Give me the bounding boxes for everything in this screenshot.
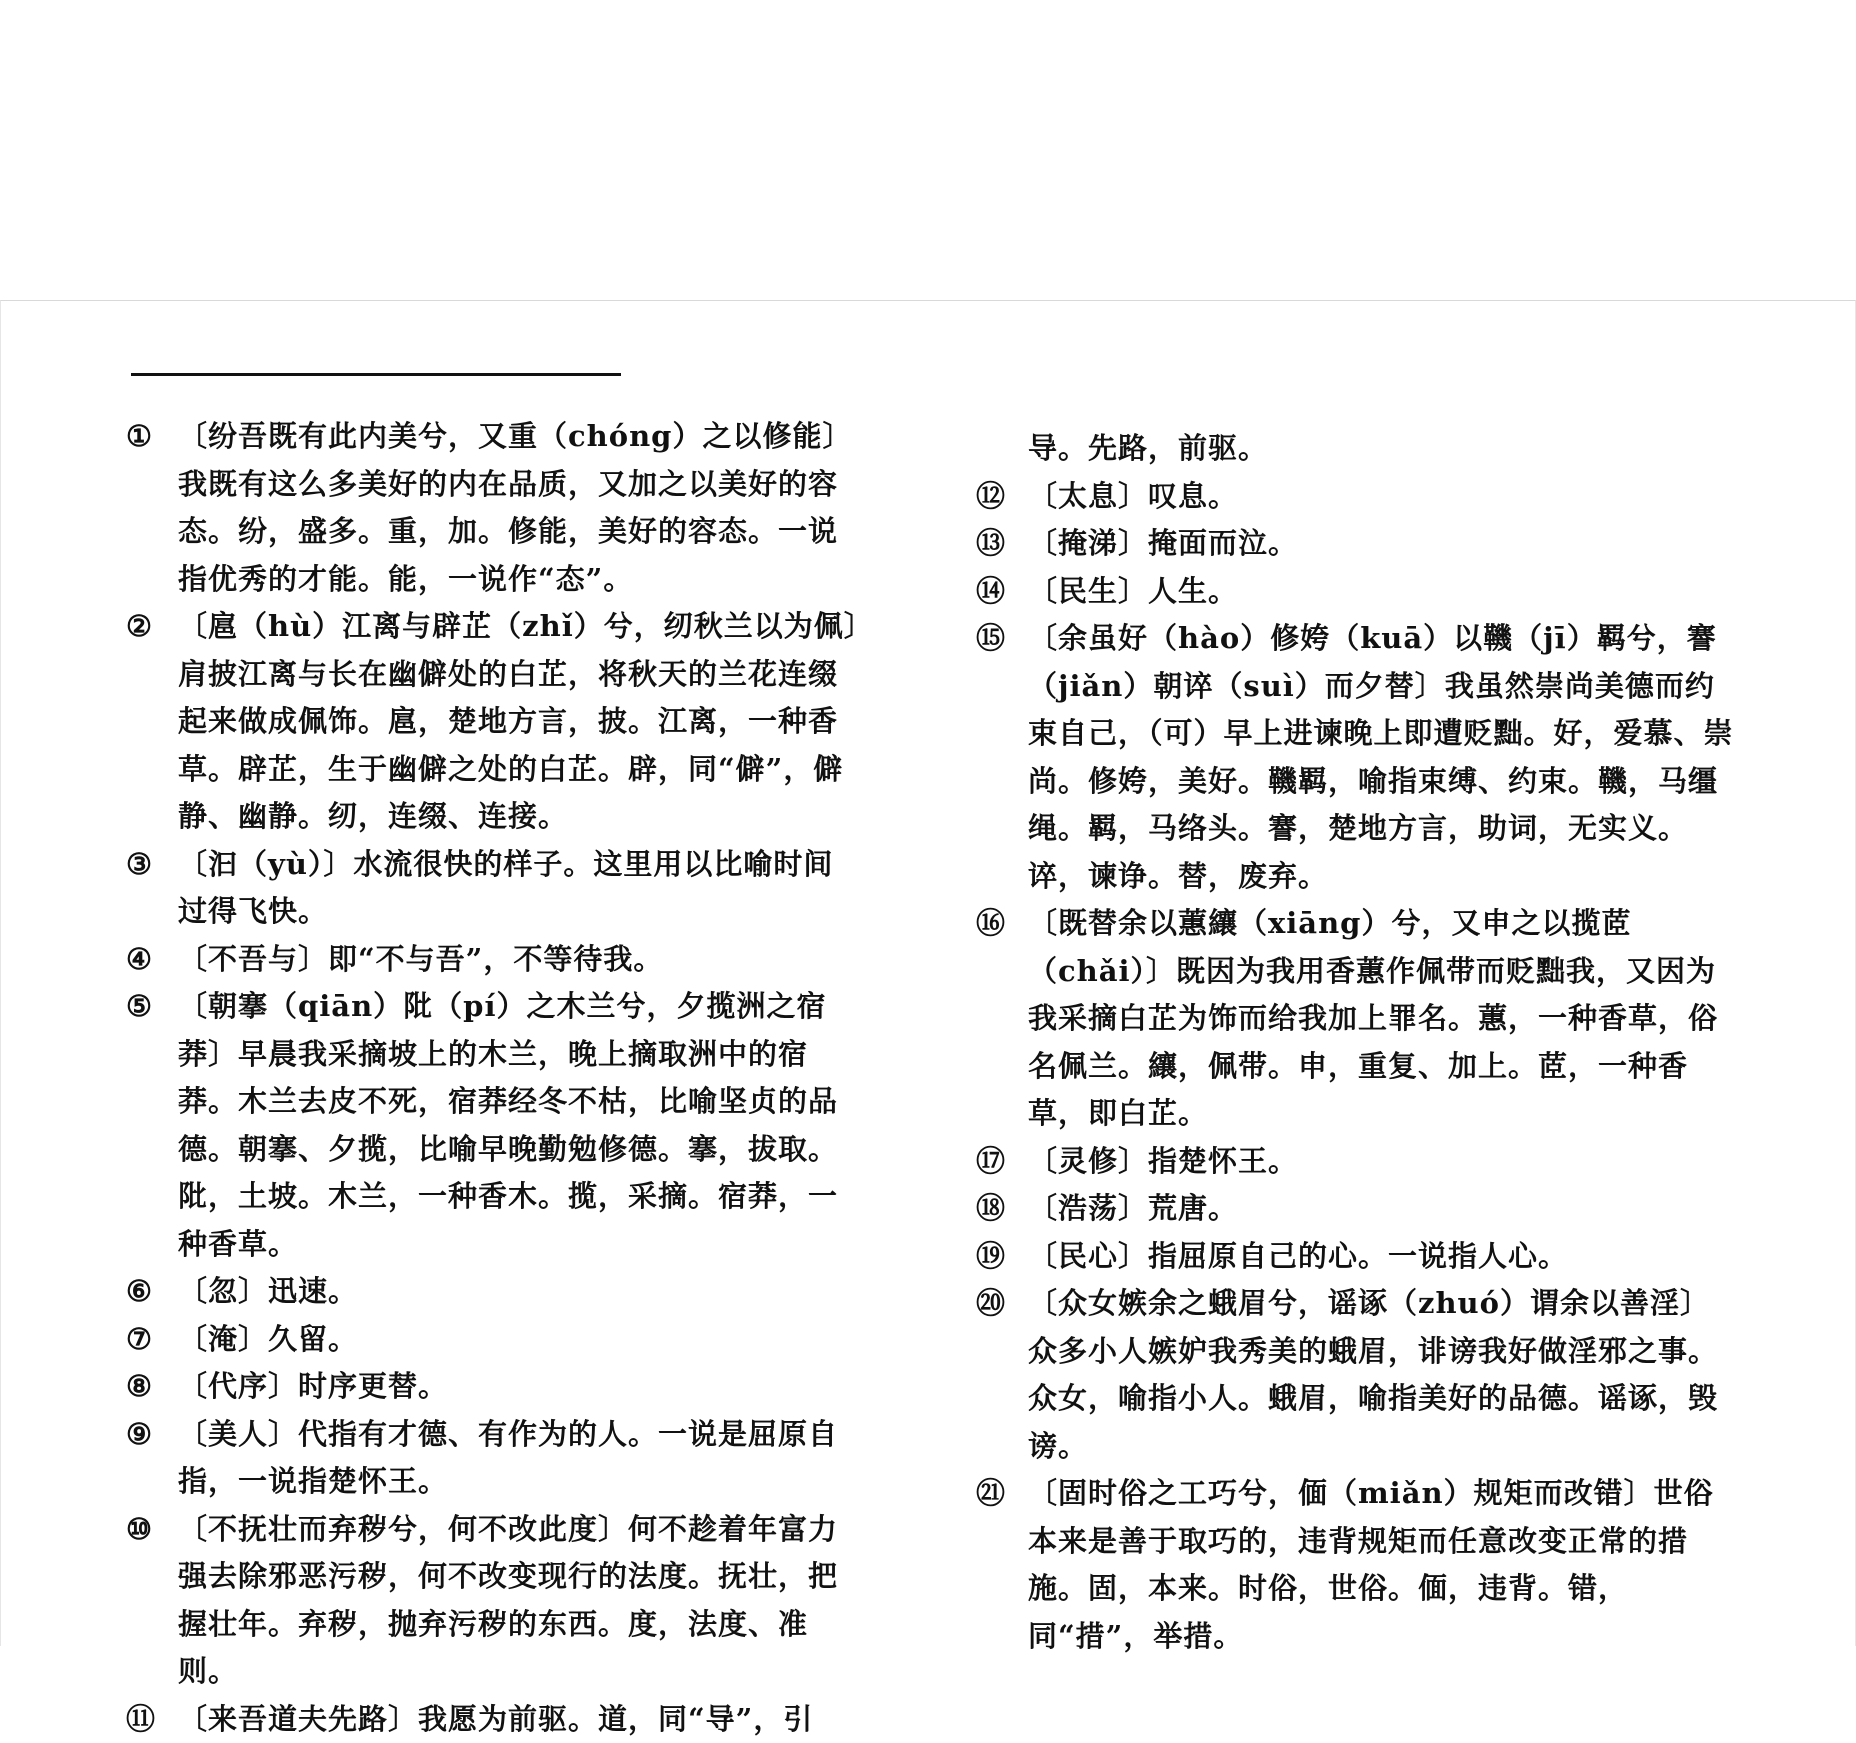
note-12 (976, 473, 1736, 521)
note-text: 〔民心〕指屈原自己的心。一说指人心。 (1028, 1239, 1568, 1273)
note-number: ⑯ (976, 900, 1024, 948)
note-number: ⑲ (976, 1233, 1024, 1281)
note-text: 〔浩荡〕荒唐。 (1028, 1191, 1238, 1225)
note-text: 〔固时俗之工巧兮，偭（miǎn）规矩而改错〕世俗本来是善于取巧的，违背规矩而任意改变正常的措施。固，本来。时俗，世俗。偭，违背。错，同“措”，举措。 (1028, 1476, 1714, 1653)
note-number: ⑰ (976, 1138, 1024, 1186)
note-8 (126, 1363, 861, 1411)
note-2 (126, 603, 861, 841)
note-5 (126, 983, 861, 1268)
note-text: 〔纷吾既有此内美兮，又重（chóng）之以修能〕我既有这么多美好的内在品质，又加之以美好的容态。纷，盛多。重，加。修能，美好的容态。一说指优秀的才能。能，一说作“态”。 (178, 419, 852, 596)
note-11-continuation: 导。先路，前驱。 (976, 425, 1736, 473)
note-number: ⑬ (976, 520, 1024, 568)
note-text: 〔太息〕叹息。 (1028, 479, 1238, 513)
note-number: ⑩ (126, 1506, 174, 1554)
note-number: ㉑ (976, 1470, 1024, 1518)
note-number: ⑨ (126, 1411, 174, 1459)
note-number: ② (126, 603, 174, 651)
note-number: ⑮ (976, 615, 1024, 663)
note-number: ① (126, 413, 174, 461)
note-20 (976, 1280, 1736, 1470)
note-text: 〔代序〕时序更替。 (178, 1369, 448, 1403)
note-number: ⑪ (126, 1696, 174, 1743)
note-number: ⑱ (976, 1185, 1024, 1233)
note-number: ⑫ (976, 473, 1024, 521)
note-number: ⑭ (976, 568, 1024, 616)
note-text: 〔汩（yù）〕水流很快的样子。这里用以比喻时间过得飞快。 (178, 847, 833, 929)
note-text: 〔不吾与〕即“不与吾”，不等待我。 (178, 942, 663, 976)
note-13 (976, 520, 1736, 568)
note-number: ⑥ (126, 1268, 174, 1316)
note-10 (126, 1506, 861, 1696)
note-19 (976, 1233, 1736, 1281)
note-text: 〔忽〕迅速。 (178, 1274, 358, 1308)
note-7 (126, 1316, 861, 1364)
note-17 (976, 1138, 1736, 1186)
note-text: 〔淹〕久留。 (178, 1322, 358, 1356)
note-3 (126, 841, 861, 936)
note-number: ⑦ (126, 1316, 174, 1364)
left-column (126, 413, 861, 1743)
note-11 (126, 1696, 861, 1743)
top-blank-area (0, 0, 1856, 300)
note-16 (976, 900, 1736, 1138)
note-text: 〔来吾道夫先路〕我愿为前驱。道，同“导”，引 (178, 1702, 813, 1736)
footnote-rule (131, 373, 621, 376)
note-21 (976, 1470, 1736, 1660)
note-9 (126, 1411, 861, 1506)
note-text: 〔扈（hù）江离与辟芷（zhǐ）兮，纫秋兰以为佩〕肩披江离与长在幽僻处的白芷，将秋天的兰花连缀起来做成佩饰。扈，楚地方言，披。江离，一种香草。辟芷，生于幽僻之处的白芷。辟，同“僻”，僻静、幽静。纫，连缀、连接。 (178, 609, 859, 833)
note-text: 〔既替余以蕙纕（xiāng）兮，又申之以揽茝（chǎi）〕既因为我用香蕙作佩带而贬黜我，又因为我采摘白芷为饰而给我加上罪名。蕙，一种香草，俗名佩兰。纕，佩带。申，重复、加上。茝，一种香草，即白芷。 (1028, 906, 1718, 1130)
document-page (0, 300, 1856, 1646)
note-number: ⑤ (126, 983, 174, 1031)
note-text: 〔灵修〕指楚怀王。 (1028, 1144, 1298, 1178)
note-6 (126, 1268, 861, 1316)
note-text: 〔掩涕〕掩面而泣。 (1028, 526, 1298, 560)
note-number: ⑳ (976, 1280, 1024, 1328)
note-14 (976, 568, 1736, 616)
note-text: 〔余虽好（hào）修姱（kuā）以鞿（jī）羁兮，謇（jiǎn）朝谇（suì）而夕替〕我虽然崇尚美德而约束自己，（可）早上进谏晚上即遭贬黜。好，爱慕、崇尚。修姱，美好。鞿羁，喻指束缚、约束。鞿，马缰绳。羁，马络头。謇，楚地方言，助词，无实义。谇，谏诤。替，废弃。 (1028, 621, 1734, 893)
note-number: ④ (126, 936, 174, 984)
note-1 (126, 413, 861, 603)
note-15 (976, 615, 1736, 900)
note-number: ⑧ (126, 1363, 174, 1411)
note-text: 〔朝搴（qiān）阰（pí）之木兰兮，夕揽洲之宿莽〕早晨我采摘坡上的木兰，晚上摘取洲中的宿莽。木兰去皮不死，宿莽经冬不枯，比喻坚贞的品德。朝搴、夕揽，比喻早晚勤勉修德。搴，拔取。阰，土坡。木兰，一种香木。揽，采摘。宿莽，一种香草。 (178, 989, 838, 1261)
note-18 (976, 1185, 1736, 1233)
note-number: ③ (126, 841, 174, 889)
right-column (976, 425, 1736, 1660)
note-text: 〔不抚壮而弃秽兮，何不改此度〕何不趁着年富力强去除邪恶污秽，何不改变现行的法度。抚壮，把握壮年。弃秽，抛弃污秽的东西。度，法度、准则。 (178, 1512, 838, 1689)
note-text: 〔众女嫉余之蛾眉兮，谣诼（zhuó）谓余以善淫〕众多小人嫉妒我秀美的蛾眉，诽谤我好做淫邪之事。众女，喻指小人。蛾眉，喻指美好的品德。谣诼，毁谤。 (1028, 1286, 1718, 1463)
note-text: 〔美人〕代指有才德、有作为的人。一说是屈原自指，一说指楚怀王。 (178, 1417, 838, 1499)
note-4 (126, 936, 861, 984)
note-text: 〔民生〕人生。 (1028, 574, 1238, 608)
